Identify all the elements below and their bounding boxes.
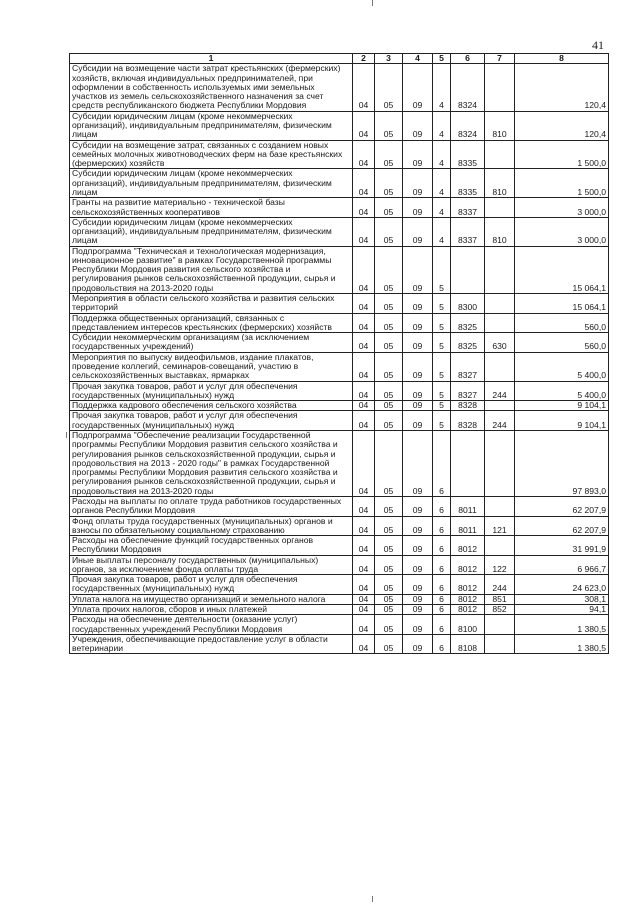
- program-code: 5: [433, 294, 451, 314]
- item-name: Фонд оплаты труда государственных (муниципальных) органов и взносы по обязательному социальному страхованию: [70, 516, 353, 536]
- header-cell: 3: [375, 54, 403, 64]
- article-code: 8324: [451, 111, 485, 140]
- table-row: [70, 516, 609, 536]
- article-code: 8011: [451, 516, 485, 536]
- header-cell: 2: [353, 54, 375, 64]
- table-row: [70, 217, 609, 246]
- program-code: 4: [433, 198, 451, 218]
- subsection-code: 09: [403, 313, 433, 333]
- program-code: 4: [433, 64, 451, 111]
- expense-type-code: [485, 430, 515, 496]
- chapter-code: 04: [353, 352, 375, 381]
- table-row: [70, 169, 609, 198]
- section-code: 05: [375, 605, 403, 615]
- expense-type-code: 244: [485, 411, 515, 431]
- expense-type-code: 122: [485, 555, 515, 575]
- program-code: 6: [433, 605, 451, 615]
- chapter-code: 04: [353, 411, 375, 431]
- subsection-code: 09: [403, 536, 433, 556]
- table-header-row: [70, 54, 609, 64]
- article-code: 8300: [451, 294, 485, 314]
- table-row: [70, 411, 609, 431]
- amount: 5 400,0: [515, 352, 609, 381]
- item-name: Субсидии юридическим лицам (кроме некоммерческих организаций), индивидуальным предпринимателям, физическим лицам: [70, 217, 353, 246]
- article-code: 8325: [451, 313, 485, 333]
- subsection-code: 09: [403, 111, 433, 140]
- scan-mark: [372, 0, 373, 6]
- amount: 5 400,0: [515, 381, 609, 401]
- header-cell: 6: [451, 54, 485, 64]
- article-code: [451, 430, 485, 496]
- subsection-code: 09: [403, 401, 433, 411]
- chapter-code: 04: [353, 496, 375, 516]
- chapter-code: 04: [353, 381, 375, 401]
- section-code: 05: [375, 169, 403, 198]
- item-name: Субсидии некоммерческим организациям (за исключением государственных учреждений): [70, 333, 353, 353]
- table-row: [70, 111, 609, 140]
- section-code: 05: [375, 536, 403, 556]
- subsection-code: 09: [403, 496, 433, 516]
- chapter-code: 04: [353, 575, 375, 595]
- program-code: 5: [433, 401, 451, 411]
- amount: 120,4: [515, 111, 609, 140]
- subsection-code: 09: [403, 411, 433, 431]
- item-name: Расходы на обеспечение функций государственных органов Республики Мордовия: [70, 536, 353, 556]
- budget-table: [69, 53, 609, 654]
- chapter-code: 04: [353, 605, 375, 615]
- header-cell: 4: [403, 54, 433, 64]
- program-code: 5: [433, 333, 451, 353]
- program-code: 4: [433, 217, 451, 246]
- section-code: 05: [375, 352, 403, 381]
- subsection-code: 09: [403, 634, 433, 654]
- amount: 3 000,0: [515, 217, 609, 246]
- section-code: 05: [375, 140, 403, 169]
- expense-type-code: [485, 246, 515, 293]
- amount: 15 064,1: [515, 294, 609, 314]
- item-name: Расходы на выплаты по оплате труда работников государственных органов Республики Мордовия: [70, 496, 353, 516]
- header-cell: 1: [70, 54, 353, 64]
- subsection-code: 09: [403, 516, 433, 536]
- program-code: 4: [433, 111, 451, 140]
- section-code: 05: [375, 430, 403, 496]
- amount: 3 000,0: [515, 198, 609, 218]
- amount: 1 380,5: [515, 615, 609, 635]
- table-row: [70, 496, 609, 516]
- section-code: 05: [375, 294, 403, 314]
- expense-type-code: [485, 615, 515, 635]
- article-code: 8327: [451, 381, 485, 401]
- chapter-code: 04: [353, 313, 375, 333]
- section-code: 05: [375, 555, 403, 575]
- article-code: 8328: [451, 401, 485, 411]
- chapter-code: 04: [353, 140, 375, 169]
- program-code: 5: [433, 246, 451, 293]
- subsection-code: 09: [403, 605, 433, 615]
- article-code: 8324: [451, 64, 485, 111]
- subsection-code: 09: [403, 333, 433, 353]
- expense-type-code: [485, 352, 515, 381]
- item-name: Субсидии на возмещение затрат, связанных с созданием новых семейных молочных животноводческих ферм на базе крестьянских (фермерских) хозяйств: [70, 140, 353, 169]
- section-code: 05: [375, 111, 403, 140]
- article-code: [451, 246, 485, 293]
- expense-type-code: 810: [485, 169, 515, 198]
- chapter-code: 04: [353, 169, 375, 198]
- chapter-code: 04: [353, 333, 375, 353]
- article-code: 8012: [451, 536, 485, 556]
- amount: 1 500,0: [515, 169, 609, 198]
- chapter-code: 04: [353, 294, 375, 314]
- item-name: Прочая закупка товаров, работ и услуг для обеспечения государственных (муниципальных) нужд: [70, 411, 353, 431]
- section-code: 05: [375, 198, 403, 218]
- amount: 94,1: [515, 605, 609, 615]
- subsection-code: 09: [403, 246, 433, 293]
- item-name: Поддержка общественных организаций, связанных с представлением интересов крестьянских (фермерских) хозяйств: [70, 313, 353, 333]
- item-name: Уплата налога на имущество организаций и земельного налога: [70, 594, 353, 604]
- program-code: 6: [433, 594, 451, 604]
- program-code: 6: [433, 496, 451, 516]
- item-name: Мероприятия в области сельского хозяйства и развития сельских территорий: [70, 294, 353, 314]
- subsection-code: 09: [403, 594, 433, 604]
- section-code: 05: [375, 634, 403, 654]
- amount: 15 064,1: [515, 246, 609, 293]
- amount: 62 207,9: [515, 496, 609, 516]
- program-code: 6: [433, 555, 451, 575]
- expense-type-code: 852: [485, 605, 515, 615]
- chapter-code: 04: [353, 217, 375, 246]
- header-cell: 7: [485, 54, 515, 64]
- chapter-code: 04: [353, 198, 375, 218]
- subsection-code: 09: [403, 294, 433, 314]
- amount: 1 500,0: [515, 140, 609, 169]
- section-code: 05: [375, 381, 403, 401]
- scan-mark: [372, 896, 373, 902]
- expense-type-code: [485, 401, 515, 411]
- table-row: [70, 246, 609, 293]
- table-row: [70, 333, 609, 353]
- item-name: Поддержка кадрового обеспечения сельского хозяйства: [70, 401, 353, 411]
- item-name: Подпрограмма "Обеспечение реализации Государственной программы Республики Мордовия развития сельского хозяйства и регулирования рынков сельскохозяйственной продукции, сырья и продовольствия на 2013 - 2020 годы" в рамках Государственной программы Республики Мордовия развития сельского хозяйства и регулирования рынков сельскохозяйственной продукции, сырья и продовольствия на 2013-2020 годы: [70, 430, 353, 496]
- subsection-code: 09: [403, 169, 433, 198]
- amount: 120,4: [515, 64, 609, 111]
- subsection-code: 09: [403, 140, 433, 169]
- section-code: 05: [375, 615, 403, 635]
- program-code: 6: [433, 536, 451, 556]
- amount: 9 104,1: [515, 401, 609, 411]
- expense-type-code: [485, 140, 515, 169]
- program-code: 5: [433, 352, 451, 381]
- subsection-code: 09: [403, 381, 433, 401]
- expense-type-code: 121: [485, 516, 515, 536]
- item-name: Иные выплаты персоналу государственных (муниципальных) органов, за исключением фонда оплаты труда: [70, 555, 353, 575]
- item-name: Субсидии юридическим лицам (кроме некоммерческих организаций), индивидуальным предпринимателям, физическим лицам: [70, 111, 353, 140]
- table-row: [70, 615, 609, 635]
- table-row: [70, 634, 609, 654]
- article-code: 8012: [451, 594, 485, 604]
- subsection-code: 09: [403, 430, 433, 496]
- section-code: 05: [375, 411, 403, 431]
- subsection-code: 09: [403, 575, 433, 595]
- chapter-code: 04: [353, 536, 375, 556]
- program-code: 5: [433, 411, 451, 431]
- subsection-code: 09: [403, 352, 433, 381]
- amount: 62 207,9: [515, 516, 609, 536]
- article-code: 8337: [451, 217, 485, 246]
- expense-type-code: 244: [485, 381, 515, 401]
- scan-mark: [66, 432, 67, 438]
- table-row: [70, 140, 609, 169]
- section-code: 05: [375, 496, 403, 516]
- subsection-code: 09: [403, 555, 433, 575]
- section-code: 05: [375, 594, 403, 604]
- section-code: 05: [375, 217, 403, 246]
- article-code: 8337: [451, 198, 485, 218]
- expense-type-code: [485, 294, 515, 314]
- item-name: Субсидии на возмещение части затрат крестьянских (фермерских) хозяйств, включая индивидуальных предпринимателей, при оформлении в собственность используемых ими земельных участков из земель сельскохозяйственного назначения за счет средств республиканского бюджета Республики Мордовия: [70, 64, 353, 111]
- article-code: 8325: [451, 333, 485, 353]
- expense-type-code: 810: [485, 111, 515, 140]
- item-name: Гранты на развитие материально - технической базы сельскохозяйственных кооперативов: [70, 198, 353, 218]
- header-cell: 5: [433, 54, 451, 64]
- expense-type-code: [485, 536, 515, 556]
- expense-type-code: 851: [485, 594, 515, 604]
- item-name: Прочая закупка товаров, работ и услуг для обеспечения государственных (муниципальных) нужд: [70, 381, 353, 401]
- program-code: 6: [433, 516, 451, 536]
- expense-type-code: 244: [485, 575, 515, 595]
- subsection-code: 09: [403, 217, 433, 246]
- amount: 9 104,1: [515, 411, 609, 431]
- table-row: [70, 605, 609, 615]
- program-code: 5: [433, 381, 451, 401]
- table-row: [70, 64, 609, 111]
- table-row: [70, 381, 609, 401]
- expense-type-code: 810: [485, 217, 515, 246]
- program-code: 6: [433, 615, 451, 635]
- expense-type-code: [485, 64, 515, 111]
- article-code: 8108: [451, 634, 485, 654]
- item-name: Расходы на обеспечение деятельности (оказание услуг) государственных учреждений Республики Мордовия: [70, 615, 353, 635]
- subsection-code: 09: [403, 64, 433, 111]
- article-code: 8100: [451, 615, 485, 635]
- article-code: 8012: [451, 605, 485, 615]
- expense-type-code: [485, 198, 515, 218]
- table-row: [70, 575, 609, 595]
- table-row: [70, 352, 609, 381]
- section-code: 05: [375, 516, 403, 536]
- table-row: [70, 401, 609, 411]
- article-code: 8327: [451, 352, 485, 381]
- amount: 97 893,0: [515, 430, 609, 496]
- program-code: 4: [433, 140, 451, 169]
- item-name: Субсидии юридическим лицам (кроме некоммерческих организаций), индивидуальным предпринимателям, физическим лицам: [70, 169, 353, 198]
- table-row: [70, 594, 609, 604]
- header-cell: 8: [515, 54, 609, 64]
- program-code: 6: [433, 575, 451, 595]
- section-code: 05: [375, 401, 403, 411]
- subsection-code: 09: [403, 615, 433, 635]
- section-code: 05: [375, 246, 403, 293]
- program-code: 6: [433, 430, 451, 496]
- subsection-code: 09: [403, 198, 433, 218]
- chapter-code: 04: [353, 555, 375, 575]
- amount: 1 380,5: [515, 634, 609, 654]
- amount: 24 623,0: [515, 575, 609, 595]
- program-code: 4: [433, 169, 451, 198]
- section-code: 05: [375, 333, 403, 353]
- chapter-code: 04: [353, 634, 375, 654]
- table-row: [70, 536, 609, 556]
- chapter-code: 04: [353, 111, 375, 140]
- table-row: [70, 198, 609, 218]
- table-row: [70, 313, 609, 333]
- article-code: 8335: [451, 140, 485, 169]
- article-code: 8012: [451, 555, 485, 575]
- amount: 31 991,9: [515, 536, 609, 556]
- expense-type-code: [485, 496, 515, 516]
- chapter-code: 04: [353, 64, 375, 111]
- program-code: 6: [433, 634, 451, 654]
- article-code: 8328: [451, 411, 485, 431]
- amount: 308,1: [515, 594, 609, 604]
- section-code: 05: [375, 575, 403, 595]
- item-name: Мероприятия по выпуску видеофильмов, издание плакатов, проведение коллегий, семинаров-совещаний, участию в сельскохозяйственных выставках, ярмарках: [70, 352, 353, 381]
- section-code: 05: [375, 313, 403, 333]
- page-number: 41: [592, 38, 604, 52]
- amount: 560,0: [515, 313, 609, 333]
- item-name: Уплата прочих налогов, сборов и иных платежей: [70, 605, 353, 615]
- item-name: Прочая закупка товаров, работ и услуг для обеспечения государственных (муниципальных) нужд: [70, 575, 353, 595]
- chapter-code: 04: [353, 516, 375, 536]
- amount: 6 966,7: [515, 555, 609, 575]
- table-row: [70, 294, 609, 314]
- chapter-code: 04: [353, 401, 375, 411]
- article-code: 8012: [451, 575, 485, 595]
- table-row: [70, 555, 609, 575]
- chapter-code: 04: [353, 430, 375, 496]
- article-code: 8011: [451, 496, 485, 516]
- item-name: Учреждения, обеспечивающие предоставление услуг в области ветеринарии: [70, 634, 353, 654]
- program-code: 5: [433, 313, 451, 333]
- chapter-code: 04: [353, 594, 375, 604]
- expense-type-code: [485, 634, 515, 654]
- article-code: 8335: [451, 169, 485, 198]
- chapter-code: 04: [353, 615, 375, 635]
- table-row: [70, 430, 609, 496]
- item-name: Подпрограмма "Техническая и технологическая модернизация, инновационное развитие" в рамках Государственной программы Республики Мордовия развития сельского хозяйства и регулирования рынков сельскохозяйственной продукции, сырья и продовольствия на 2013-2020 годы: [70, 246, 353, 293]
- expense-type-code: 630: [485, 333, 515, 353]
- expense-type-code: [485, 313, 515, 333]
- amount: 560,0: [515, 333, 609, 353]
- chapter-code: 04: [353, 246, 375, 293]
- section-code: 05: [375, 64, 403, 111]
